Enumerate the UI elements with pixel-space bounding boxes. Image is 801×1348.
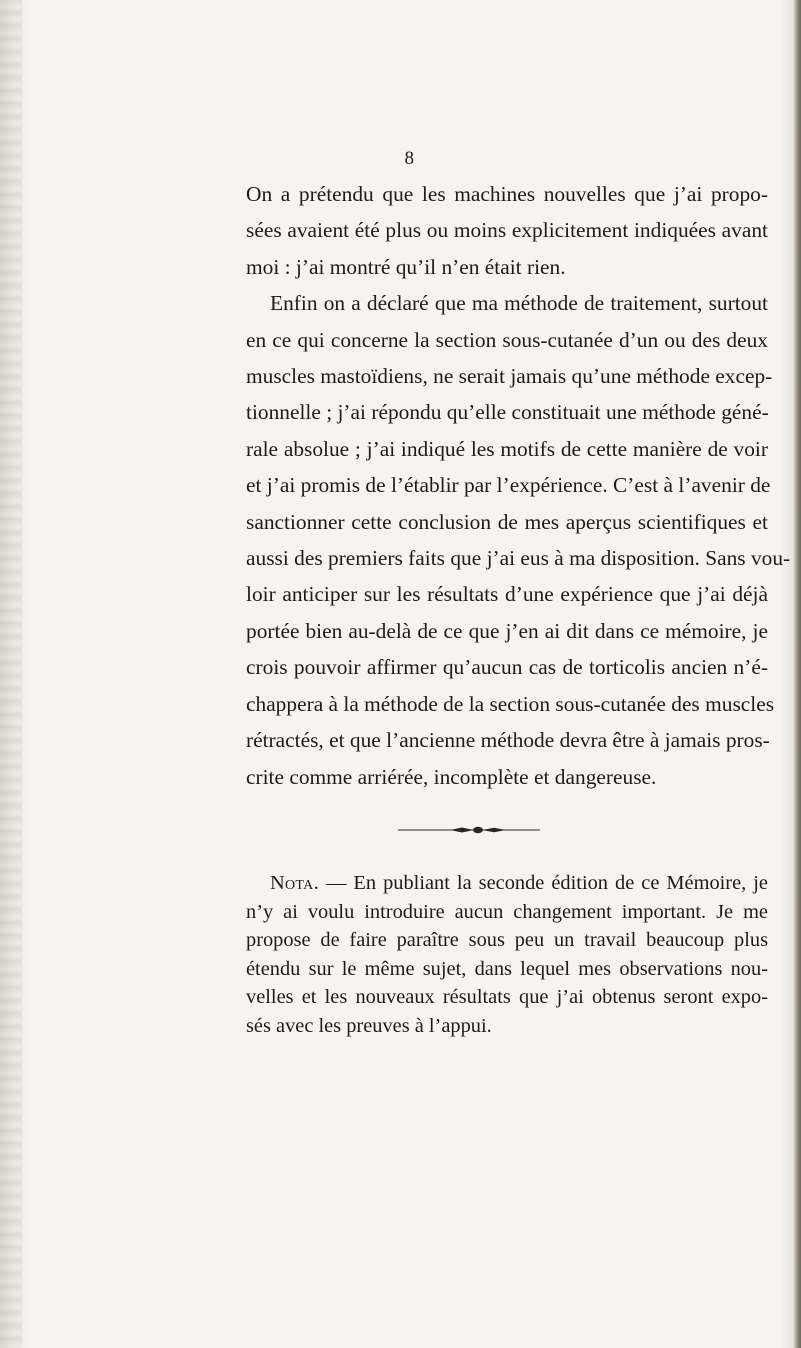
text-line: crois pouvoir affirmer qu’aucun cas de torticolis ancien n’é- — [246, 655, 768, 680]
text-line: tionnelle ; j’ai répondu qu’elle constituait une méthode géné- — [246, 400, 769, 425]
text-line: chappera à la méthode de la section sous-cutanée des muscles — [246, 691, 775, 716]
text-line: crite comme arriérée, incomplète et dangereuse. — [246, 764, 657, 789]
text-line: loir anticiper sur les résultats d’une expérience que j’ai déjà — [246, 582, 768, 607]
text-line: rale absolue ; j’ai indiqué les motifs de cette manière de voir — [246, 436, 768, 461]
text-line: rétractés, et que l’ancienne méthode devra être à jamais pros- — [246, 728, 770, 753]
page-number: 8 — [404, 148, 415, 169]
text-line: aussi des premiers faits que j’ai eus à ma disposition. Sans vou- — [246, 546, 791, 571]
nota-note — [246, 869, 768, 1041]
main-text — [246, 176, 791, 795]
page-right-edge — [793, 0, 801, 1348]
nota-line: sés avec les preuves à l’appui. — [246, 1014, 492, 1037]
section-divider-ornament — [398, 825, 540, 835]
nota-line: propose de faire paraître sous peu un travail beaucoup plus — [246, 929, 768, 952]
text-line: sées avaient été plus ou moins explicitement indiquées avant — [246, 218, 768, 243]
nota-line: étendu sur le même sujet, dans lequel mes observations nou- — [246, 957, 768, 980]
text-line: muscles mastoïdiens, ne serait jamais qu’une méthode excep- — [246, 364, 773, 389]
text-line: moi : j’ai montré qu’il n’en était rien. — [246, 254, 566, 279]
text-line: en ce qui concerne la section sous-cutanée d’un ou des deux — [246, 327, 768, 352]
nota-line: velles et les nouveaux résultats que j’ai obtenus seront expo- — [246, 986, 768, 1009]
nota-label: Nota. — [270, 872, 319, 894]
nota-line: n’y ai voulu introduire aucun changement important. Je me — [246, 900, 768, 923]
text-line: et j’ai promis de l’établir par l’expérience. C’est à l’avenir de — [246, 473, 771, 498]
text-line: On a prétendu que les machines nouvelles que j’ai propo- — [246, 182, 768, 206]
nota-first-line — [246, 869, 768, 898]
page-gutter-shadow — [0, 0, 22, 1348]
text-line: portée bien au-delà de ce que j’en ai dit dans ce mémoire, je — [246, 618, 768, 643]
nota-text: — En publiant la seconde édition de ce Mémoire, je — [318, 872, 768, 894]
text-line: Enfin on a déclaré que ma méthode de traitement, surtout — [270, 291, 768, 316]
text-line: sanctionner cette conclusion de mes aperçus scientifiques et — [246, 509, 768, 534]
